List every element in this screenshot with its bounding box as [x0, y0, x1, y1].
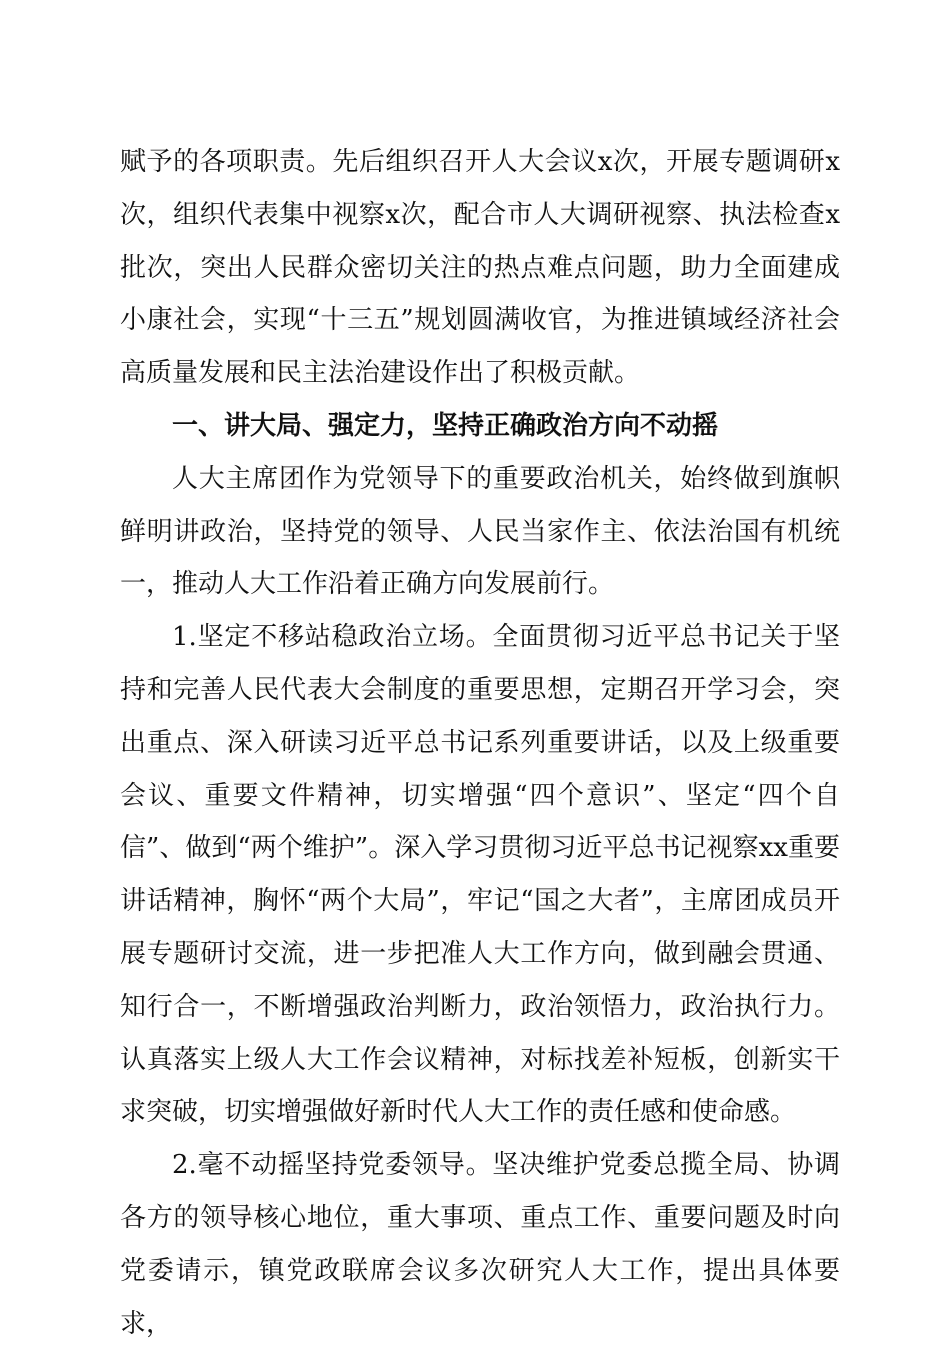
item-1-paragraph: 1.坚定不移站稳政治立场。全面贯彻习近平总书记关于坚持和完善人民代表大会制度的重要思想，定期召开学习会，突出重点、深入研读习近平总书记系列重要讲话，以及上级重要会议、重要文件精神，切实增强“四个意识”、坚定“四个自信”、做到“两个维护”。深入学习贯彻习近平总书记视察xx重要讲话精神，胸怀“两个大局”，牢记“国之大者”，主席团成员开展专题研讨交流，进一步把准人大工作方向，做到融会贯通、知行合一，不断增强政治判断力，政治领悟力，政治执行力。认真落实上级人大工作会议精神，对标找差补短板，创新实干求突破，切实增强做好新时代人大工作的责任感和使命感。	[120, 622, 840, 1128]
item-2-paragraph: 2.毫不动摇坚持党委领导。坚决维护党委总揽全局、协调各方的领导核心地位，重大事项、重点工作、重要问题及时向党委请示，镇党政联席会议多次研究人大工作，提出具体要求，	[120, 1150, 840, 1339]
section-intro-paragraph: 人大主席团作为党领导下的重要政治机关，始终做到旗帜鲜明讲政治，坚持党的领导、人民当家作主、依法治国有机统一，推动人大工作沿着正确方向发展前行。	[120, 463, 840, 600]
document-body	[120, 136, 840, 1350]
section-heading-1: 一、讲大局、强定力，坚持正确政治方向不动摇	[172, 410, 719, 441]
paragraph-continuation: 赋予的各项职责。先后组织召开人大会议x次，开展专题调研x次，组织代表集中视察x次，配合市人大调研视察、执法检查x批次，突出人民群众密切关注的热点难点问题，助力全面建成小康社会，实现“十三五”规划圆满收官，为推进镇域经济社会高质量发展和民主法治建设作出了积极贡献。	[120, 147, 840, 389]
